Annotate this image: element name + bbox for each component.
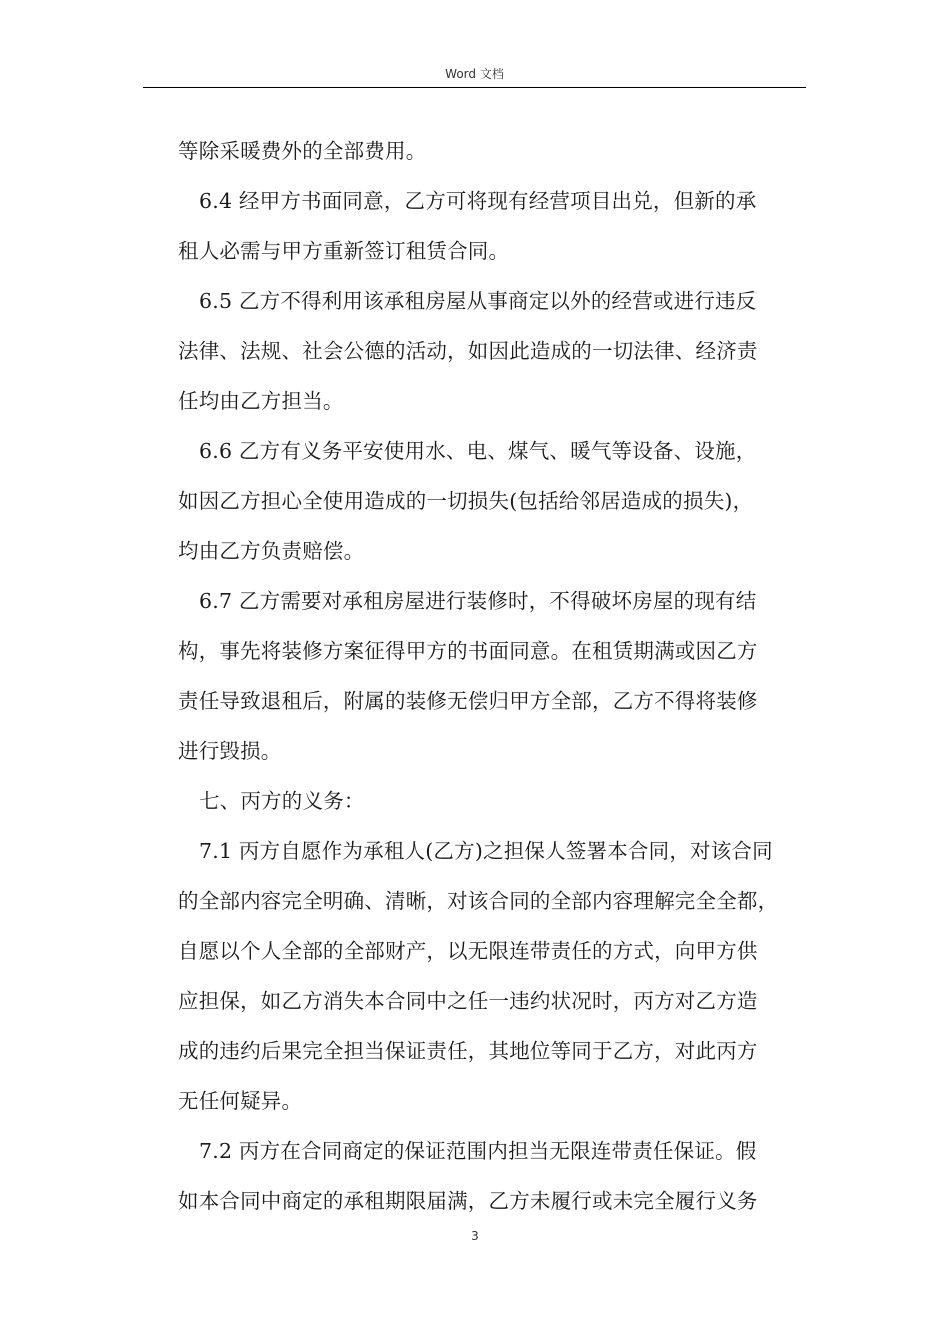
text-line: 如因乙方担心全使用造成的一切损失(包括给邻居造成的损失)， [178, 489, 754, 513]
page-number: 3 [471, 1229, 479, 1243]
text-line: 法律、法规、社会公德的活动，如因此造成的一切法律、经济责 [178, 339, 758, 363]
text-line: 均由乙方负责赔偿。 [178, 539, 365, 563]
header-divider [143, 87, 806, 88]
text-line: 等除采暖费外的全部费用。 [178, 139, 427, 163]
text-line: 成的违约后果完全担当保证责任，其地位等同于乙方，对此丙方 [178, 1039, 758, 1063]
text-line: 6.5 乙方不得利用该承租房屋从事商定以外的经营或进行违反 [199, 289, 757, 313]
page-header: Word 文档 [445, 67, 504, 81]
text-line: 的全部内容完全明确、清晰，对该合同的全部内容理解完全全都， [178, 889, 779, 913]
text-line: 如本合同中商定的承租期限届满，乙方未履行或未完全履行义务 [178, 1189, 758, 1213]
text-line: 无任何疑异。 [178, 1089, 303, 1113]
text-line: 7.2 丙方在合同商定的保证范围内担当无限连带责任保证。假 [199, 1139, 757, 1163]
section-heading: 七、丙方的义务： [199, 789, 365, 813]
text-line: 租人必需与甲方重新签订租赁合同。 [178, 239, 510, 263]
text-line: 6.7 乙方需要对承租房屋进行装修时，不得破坏房屋的现有结 [199, 589, 757, 613]
text-line: 应担保，如乙方消失本合同中之任一违约状况时，丙方对乙方造 [178, 989, 758, 1013]
text-line: 构，事先将装修方案征得甲方的书面同意。在租赁期满或因乙方 [178, 639, 758, 663]
text-line: 6.6 乙方有义务平安使用水、电、煤气、暖气等设备、设施， [199, 439, 757, 463]
text-line: 进行毁损。 [178, 739, 282, 763]
text-line: 自愿以个人全部的全部财产，以无限连带责任的方式，向甲方供 [178, 939, 758, 963]
text-line: 责任导致退租后，附属的装修无偿归甲方全部，乙方不得将装修 [178, 689, 758, 713]
text-line: 6.4 经甲方书面同意，乙方可将现有经营项目出兑，但新的承 [199, 189, 757, 213]
text-line: 任均由乙方担当。 [178, 389, 344, 413]
text-line: 7.1 丙方自愿作为承租人(乙方)之担保人签署本合同，对该合同 [199, 839, 773, 863]
document-body [178, 126, 818, 1226]
